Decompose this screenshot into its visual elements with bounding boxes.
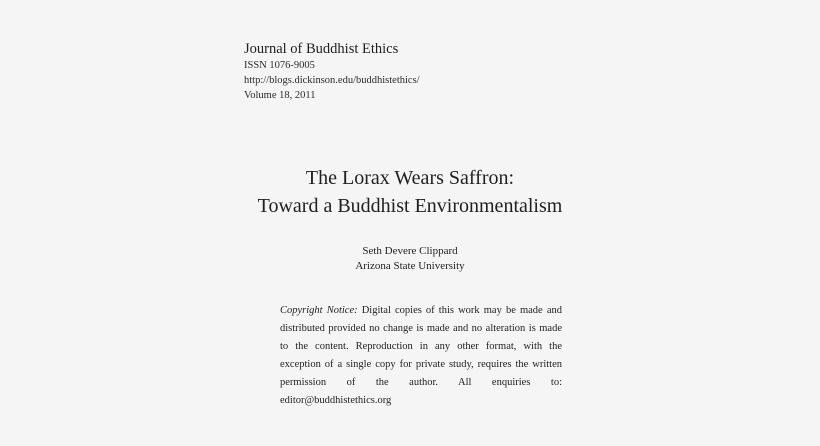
author-name: Seth Devere Clippard xyxy=(362,245,458,257)
title-line-2: Toward a Buddhist Environmentalism xyxy=(257,195,563,217)
title-line-1: The Lorax Wears Saffron: xyxy=(305,167,515,189)
author-block xyxy=(0,244,820,274)
author-affiliation: Arizona State University xyxy=(355,260,465,272)
journal-header xyxy=(244,40,544,103)
journal-name: Journal of Buddhist Ethics xyxy=(244,41,399,57)
copyright-notice-label: Copyright Notice: xyxy=(280,305,358,316)
article-title xyxy=(0,164,820,220)
journal-url: http://blogs.dickinson.edu/buddhistethics/ xyxy=(244,75,420,86)
copyright-notice xyxy=(280,302,562,410)
journal-issn: ISSN 1076-9005 xyxy=(244,60,315,71)
copyright-notice-text: Digital copies of this work may be made and distributed provided no change is made and no alteration is made to the content. Reproduction in any other format, with the exception of a single copy for private study, requires the written permission of the author. All enquiries to: editor@buddhistethics.org xyxy=(280,305,562,406)
journal-volume: Volume 18, 2011 xyxy=(244,90,316,101)
